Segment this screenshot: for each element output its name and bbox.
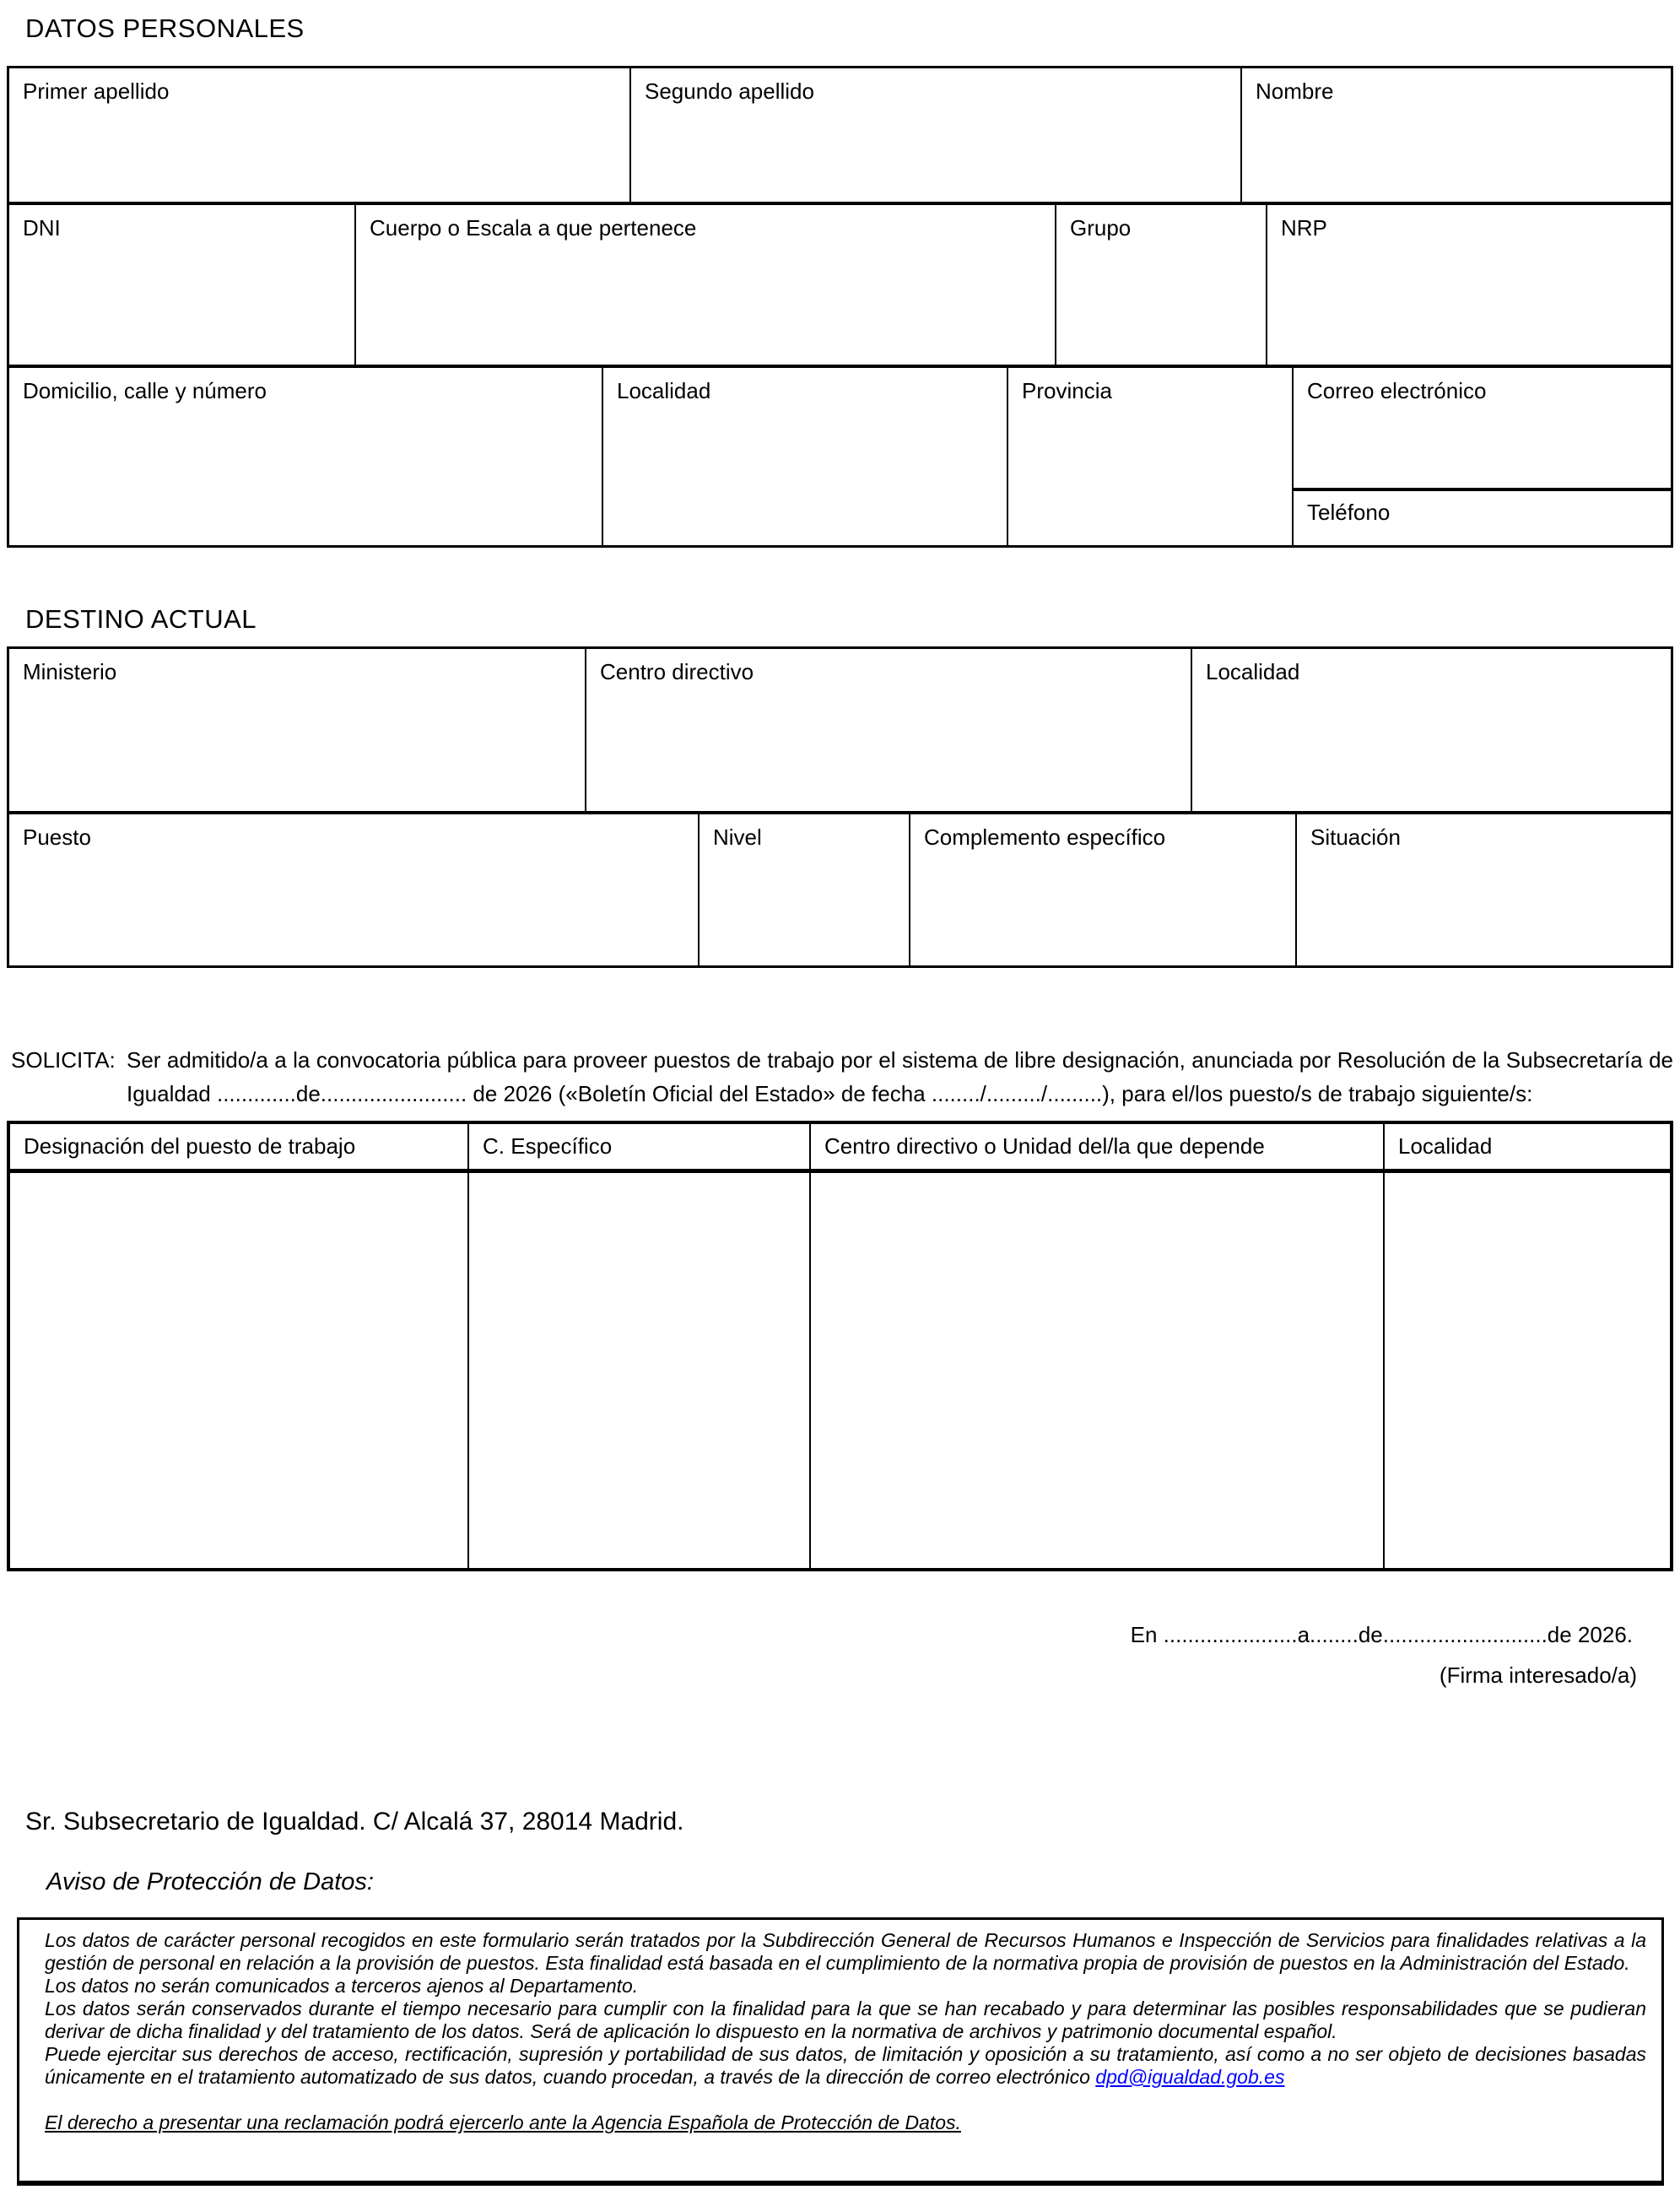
field-label: Nombre xyxy=(1256,78,1334,104)
field-label: Correo electrónico xyxy=(1307,378,1487,403)
puestos-table-body xyxy=(10,1173,1670,1568)
field-complemento-especifico[interactable] xyxy=(909,814,1295,965)
data-protection-box xyxy=(17,1917,1664,2186)
solicita-line-1: Ser admitido/a a la convocatoria pública para proveer puestos de trabajo por el sistema de libre designación, anunciada por Resolución de la Subsecretaría de xyxy=(127,1047,1673,1073)
field-label: Primer apellido xyxy=(23,78,170,104)
solicita-line-2: Igualdad .............de........................ de 2026 («Boletín Oficial del Estado» de fecha ......../........./.........), para el/los puesto/s de trabajo siguiente/s: xyxy=(127,1081,1533,1106)
puestos-table-header xyxy=(10,1124,1670,1173)
field-localidad-destino[interactable] xyxy=(1191,649,1671,811)
field-label: Situación xyxy=(1310,824,1401,850)
field-centro-directivo[interactable] xyxy=(585,649,1191,811)
field-nrp[interactable] xyxy=(1266,205,1671,365)
field-telefono[interactable] xyxy=(1294,491,1671,545)
field-label: Teléfono xyxy=(1307,500,1391,525)
field-localidad[interactable] xyxy=(602,368,1007,545)
field-label: DNI xyxy=(23,215,61,241)
aviso-paragraph-4-text: Puede ejercitar sus derechos de acceso, rectificación, supresión y portabilidad de sus datos, de limitación y oposición a su tratamiento, así como a no ser objeto de decisiones basadas únicamente en el tratamiento automatizado de sus datos, cuando procedan, a través de la dirección de correo electrónico xyxy=(45,2043,1646,2088)
column-header-centro-directivo: Centro directivo o Unidad del/la que depende xyxy=(809,1124,1383,1169)
field-label: Puesto xyxy=(23,824,91,850)
data-protection-title: Aviso de Protección de Datos: xyxy=(46,1868,374,1895)
dpd-email-link[interactable]: dpd@igualdad.gob.es xyxy=(1095,2066,1285,2088)
solicita-text xyxy=(127,1043,1673,1111)
aviso-paragraph-4 xyxy=(45,2043,1646,2089)
field-correo-telefono xyxy=(1292,368,1671,545)
field-primer-apellido[interactable] xyxy=(9,68,629,202)
solicita-paragraph xyxy=(7,1043,1673,1111)
datos-personales-table xyxy=(7,66,1673,548)
cell-centro-directivo-input-area[interactable] xyxy=(809,1173,1383,1568)
field-label: Ministerio xyxy=(23,659,117,684)
aviso-paragraph-2: Los datos no serán comunicados a terceros ajenos al Departamento. xyxy=(45,1975,639,1997)
field-cuerpo-escala[interactable] xyxy=(354,205,1055,365)
field-segundo-apellido[interactable] xyxy=(629,68,1240,202)
cell-localidad-input-area[interactable] xyxy=(1383,1173,1670,1568)
field-dni[interactable] xyxy=(9,205,354,365)
field-label: Grupo xyxy=(1070,215,1132,241)
field-nombre[interactable] xyxy=(1240,68,1671,202)
field-label: Domicilio, calle y número xyxy=(23,378,267,403)
addressee-line: Sr. Subsecretario de Igualdad. C/ Alcalá 37, 28014 Madrid. xyxy=(25,1808,684,1835)
field-label: Cuerpo o Escala a que pertenece xyxy=(370,215,697,241)
field-label: NRP xyxy=(1281,215,1327,241)
field-situacion[interactable] xyxy=(1295,814,1671,965)
field-nivel[interactable] xyxy=(698,814,909,965)
aviso-paragraph-1: Los datos de carácter personal recogidos en este formulario serán tratados por la Subdirección General de Recursos Humanos e Inspección de Servicios para finalidades relativas a la gestión de personal en relación a la provisión de puestos. Esta finalidad está basada en el cumplimiento de la normativa propia de provisión de puestos en la Administración del Estado. xyxy=(45,1929,1646,1974)
aviso-paragraph-5: El derecho a presentar una reclamación podrá ejercerlo ante la Agencia Española de Protección de Datos. xyxy=(45,2111,961,2133)
section-title-destino-actual: DESTINO ACTUAL xyxy=(25,604,257,634)
cell-designacion-input-area[interactable] xyxy=(10,1173,467,1568)
aviso-paragraph-3: Los datos serán conservados durante el tiempo necesario para cumplir con la finalidad para la que se han recabado y para determinar las posibles responsabilidades que se pudieran derivar de dicha finalidad y del tratamiento de los datos. Será de aplicación lo dispuesto en la normativa de archivos y patrimonio documental español. xyxy=(45,1998,1646,2042)
field-label: Nivel xyxy=(713,824,762,850)
column-header-localidad: Localidad xyxy=(1383,1124,1670,1169)
field-grupo[interactable] xyxy=(1055,205,1266,365)
date-fill-line: En ......................a........de...........................de 2026. xyxy=(1130,1622,1633,1647)
field-label: Segundo apellido xyxy=(645,78,814,104)
column-header-c-especifico: C. Específico xyxy=(467,1124,809,1169)
field-label: Centro directivo xyxy=(600,659,754,684)
field-label: Localidad xyxy=(1206,659,1300,684)
field-label: Provincia xyxy=(1022,378,1112,403)
field-correo-electronico[interactable] xyxy=(1294,368,1671,491)
field-provincia[interactable] xyxy=(1007,368,1292,545)
field-puesto[interactable] xyxy=(9,814,698,965)
field-ministerio[interactable] xyxy=(9,649,585,811)
signature-caption: (Firma interesado/a) xyxy=(1439,1662,1637,1688)
section-title-datos-personales: DATOS PERSONALES xyxy=(25,14,305,43)
destino-actual-table xyxy=(7,646,1673,968)
field-label: Localidad xyxy=(617,378,711,403)
puestos-solicitados-table xyxy=(7,1121,1673,1571)
cell-c-especifico-input-area[interactable] xyxy=(467,1173,809,1568)
column-header-designacion: Designación del puesto de trabajo xyxy=(24,1133,356,1159)
field-domicilio[interactable] xyxy=(9,368,602,545)
solicita-label: SOLICITA: xyxy=(11,1047,116,1073)
field-label: Complemento específico xyxy=(924,824,1166,850)
